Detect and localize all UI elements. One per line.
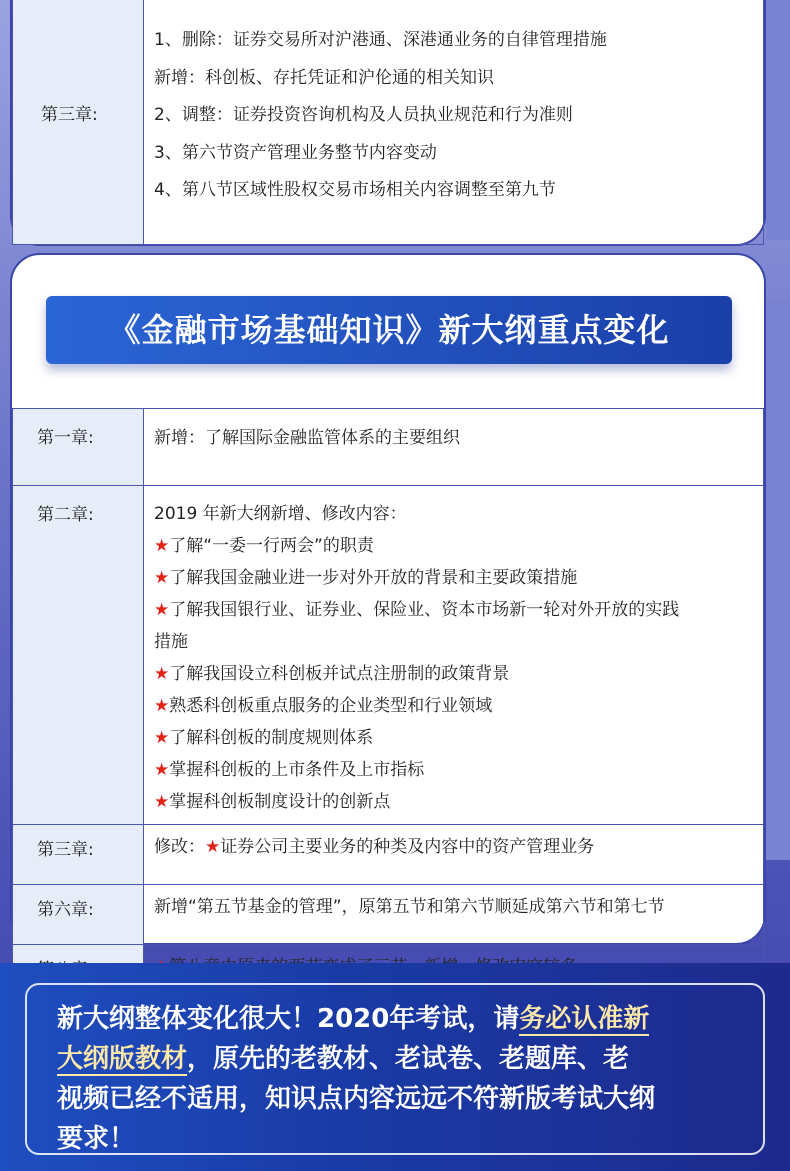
content-line: 2、调整：证券投资咨询机构及人员执业规范和行为准则 (154, 105, 573, 125)
chapter-content (144, 825, 764, 885)
chapter-label: 第三章: (13, 0, 144, 244)
notice-highlight: 大纲版教材 (57, 1044, 188, 1074)
chapter3-table (12, 0, 764, 245)
decor-shadow (766, 300, 790, 860)
content-line: 新增：了解国际金融监管体系的主要组织 (154, 428, 460, 448)
notice-text: 要求！ (57, 1124, 136, 1154)
notice-highlight: 务必认准新 (519, 1004, 650, 1034)
chapter-content (144, 885, 764, 945)
content-line: 了解“一委一行两会”的职责 (169, 536, 374, 556)
table-row (13, 885, 764, 945)
star-icon: ★ (154, 696, 170, 716)
content-prefix: 修改： (154, 837, 205, 857)
chapter-content (144, 0, 764, 244)
content-line: 证券公司主要业务的种类及内容中的资产管理业务 (220, 837, 595, 857)
table-row (13, 409, 764, 486)
star-icon: ★ (154, 536, 170, 556)
table-row (13, 486, 764, 825)
chapter-label: 第六章: (13, 885, 144, 945)
notice-section (0, 963, 790, 1171)
chapter-content (144, 486, 764, 825)
star-icon: ★ (154, 664, 170, 684)
content-line: 新增：科创板、存托凭证和沪伦通的相关知识 (154, 67, 494, 88)
content-line: 措施 (154, 632, 188, 652)
chapter-content (144, 409, 764, 486)
content-line: 了解科创板的制度规则体系 (169, 728, 374, 748)
content-line: 了解我国银行业、证券业、保险业、资本市场新一轮对外开放的实践 (169, 600, 680, 620)
content-line: 掌握科创板制度设计的创新点 (169, 792, 391, 812)
decor-shadow (766, 0, 790, 240)
content-line: 了解我国金融业进一步对外开放的背景和主要政策措施 (169, 568, 578, 588)
notice-text: 视频已经不适用，知识点内容远远不符新版考试大纲 (57, 1084, 656, 1114)
chapter-label: 第二章: (13, 486, 144, 825)
syllabus-changes-card (10, 253, 766, 945)
section-title: 《金融市场基础知识》新大纲重点变化 (46, 296, 732, 364)
star-icon: ★ (205, 837, 221, 857)
chapter-label: 第一章: (13, 409, 144, 486)
syllabus-table (12, 408, 764, 1009)
star-icon: ★ (154, 792, 170, 812)
star-icon: ★ (154, 568, 170, 588)
content-line: 4、第八节区域性股权交易市场相关内容调整至第九节 (154, 180, 556, 200)
content-line: 3、第六节资产管理业务整节内容变动 (154, 142, 437, 163)
chapter-label: 第三章: (13, 825, 144, 885)
content-line: 掌握科创板的上市条件及上市指标 (169, 760, 425, 780)
notice-text: ，原先的老教材、老试卷、老题库、老 (187, 1044, 630, 1074)
table-row (13, 825, 764, 885)
star-icon: ★ (154, 760, 170, 780)
content-line: 1、删除：证券交易所对沪港通、深港通业务的自律管理措施 (154, 30, 607, 50)
star-icon: ★ (154, 600, 170, 620)
chapter3-changes-card (10, 0, 766, 246)
content-line: 新增“第五节基金的管理”，原第五节和第六节顺延成第六节和第七节 (154, 897, 665, 917)
content-intro: 2019 年新大纲新增、修改内容： (154, 504, 407, 524)
content-line: 熟悉科创板重点服务的企业类型和行业领域 (169, 696, 493, 716)
content-line: 了解我国设立科创板并试点注册制的政策背景 (169, 664, 510, 684)
notice-text: 新大纲整体变化很大！2020年考试，请 (57, 1004, 520, 1034)
star-icon: ★ (154, 728, 170, 748)
notice-box (25, 983, 765, 1155)
